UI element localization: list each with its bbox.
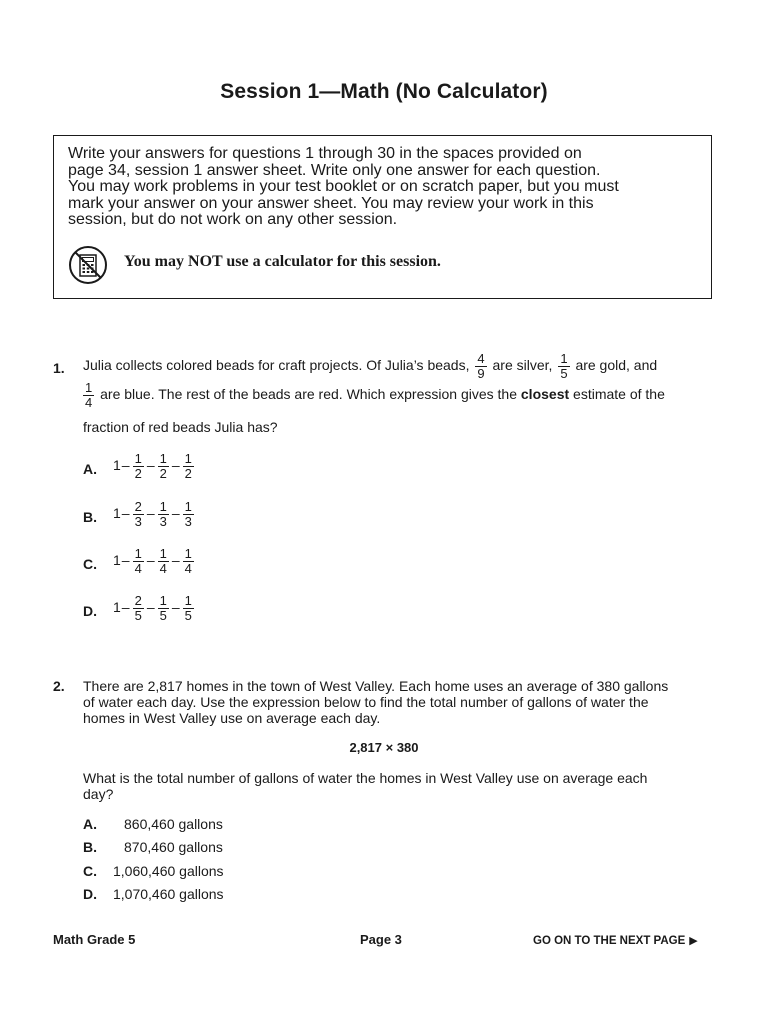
denominator: 3 <box>159 514 167 529</box>
q2-prompt-line: day? <box>83 786 114 802</box>
fraction <box>183 547 194 576</box>
fraction-silver <box>475 352 486 381</box>
q2-text-line: of water each day. Use the expression below to find the total number of gallons of water the <box>83 694 649 710</box>
option-c-value: 1,060,460 gallons <box>113 863 224 879</box>
numerator: 4 <box>477 351 485 366</box>
denominator: 4 <box>184 561 192 576</box>
q1-text: are silver, <box>492 357 553 374</box>
numerator: 1 <box>184 499 192 514</box>
fraction <box>158 547 169 576</box>
numerator: 1 <box>134 546 142 561</box>
numerator: 2 <box>134 499 142 514</box>
fraction <box>133 452 144 481</box>
q1-text: Julia collects colored beads for craft projects. Of Julia’s beads, <box>83 357 470 374</box>
option-b-value: 870,460 gallons <box>124 839 223 855</box>
minus-sign: – <box>171 552 180 569</box>
fraction-blue <box>83 381 94 410</box>
question-2-prompt <box>83 770 723 802</box>
option-a-expression <box>113 452 196 481</box>
no-calculator-note: You may NOT use a calculator for this session. <box>124 253 441 270</box>
minus-sign: – <box>171 457 180 474</box>
minus-sign: – <box>121 457 130 474</box>
q2-text-line: homes in West Valley use on average each day. <box>83 710 381 726</box>
fraction <box>158 500 169 529</box>
minus-sign: – <box>146 457 155 474</box>
numerator: 1 <box>560 351 568 366</box>
no-calculator-icon <box>68 245 108 285</box>
option-letter: D. <box>83 603 97 619</box>
instructions-line: You may work problems in your test booklet or on scratch paper, but you must <box>68 178 619 196</box>
fraction <box>158 452 169 481</box>
instructions-box <box>53 135 712 299</box>
whole-number: 1 <box>113 599 121 616</box>
numerator: 1 <box>184 451 192 466</box>
footer-left: Math Grade 5 <box>53 932 136 947</box>
numerator: 1 <box>159 451 167 466</box>
footer-next-page <box>533 934 698 947</box>
q1-text: are gold, and <box>575 357 658 374</box>
q1-bold-word: closest <box>520 386 570 403</box>
numerator: 1 <box>184 546 192 561</box>
instructions-line: session, but do not work on any other session. <box>68 211 398 229</box>
question-1-line-3: fraction of red beads Julia has? <box>83 419 278 435</box>
q1-text: estimate of the <box>573 386 665 403</box>
instructions-text <box>68 146 698 229</box>
option-b-expression <box>113 500 196 529</box>
fraction <box>183 594 194 623</box>
next-page-label: GO ON TO THE NEXT PAGE <box>533 935 686 947</box>
fraction <box>133 594 144 623</box>
page-title: Session 1—Math (No Calculator) <box>220 80 548 103</box>
fraction <box>158 594 169 623</box>
denominator: 5 <box>159 608 167 623</box>
minus-sign: – <box>146 505 155 522</box>
whole-number: 1 <box>113 552 121 569</box>
denominator: 5 <box>184 608 192 623</box>
option-letter: A. <box>83 816 97 832</box>
option-letter: C. <box>83 556 97 572</box>
option-letter: A. <box>83 461 97 477</box>
option-a-value: 860,460 gallons <box>124 816 223 832</box>
minus-sign: – <box>121 505 130 522</box>
q2-expression: 2,817 × 380 <box>349 740 419 755</box>
numerator: 2 <box>134 593 142 608</box>
option-d-expression <box>113 594 196 623</box>
fraction <box>133 500 144 529</box>
minus-sign: – <box>121 599 130 616</box>
minus-sign: – <box>121 552 130 569</box>
denominator: 5 <box>134 608 142 623</box>
option-c-expression <box>113 547 196 576</box>
q1-text: are blue. The rest of the beads are red. Which expression gives the <box>100 386 517 403</box>
denominator: 3 <box>134 514 142 529</box>
fraction <box>133 547 144 576</box>
option-letter: C. <box>83 863 97 879</box>
footer-page-number: Page 3 <box>360 932 402 947</box>
minus-sign: – <box>171 599 180 616</box>
denominator: 2 <box>134 466 142 481</box>
denominator: 4 <box>85 395 93 410</box>
whole-number: 1 <box>113 457 121 474</box>
denominator: 4 <box>159 561 167 576</box>
fraction-gold <box>558 352 569 381</box>
numerator: 1 <box>159 499 167 514</box>
denominator: 4 <box>134 561 142 576</box>
question-number: 2. <box>53 678 65 694</box>
minus-sign: – <box>146 552 155 569</box>
minus-sign: – <box>171 505 180 522</box>
right-triangle-icon: ▶ <box>689 935 698 947</box>
fraction <box>183 452 194 481</box>
instructions-line: page 34, session 1 answer sheet. Write only one answer for each question. <box>68 161 601 179</box>
denominator: 9 <box>477 366 485 381</box>
numerator: 1 <box>184 593 192 608</box>
option-letter: B. <box>83 839 97 855</box>
instructions-line: Write your answers for questions 1 through 30 in the spaces provided on <box>68 145 582 162</box>
instructions-line: mark your answer on your answer sheet. You may review your work in this <box>68 194 594 212</box>
minus-sign: – <box>146 599 155 616</box>
option-letter: B. <box>83 509 97 525</box>
question-2-text <box>83 678 723 726</box>
numerator: 1 <box>85 380 93 395</box>
denominator: 2 <box>159 466 167 481</box>
fraction <box>183 500 194 529</box>
question-1-line-1 <box>83 352 657 381</box>
whole-number: 1 <box>113 505 121 522</box>
question-1-line-2 <box>81 381 665 410</box>
question-number: 1. <box>53 360 65 376</box>
q2-prompt-line: What is the total number of gallons of water the homes in West Valley use on average each <box>83 770 648 786</box>
denominator: 3 <box>184 514 192 529</box>
option-d-value: 1,070,460 gallons <box>113 886 224 902</box>
q2-text-line: There are 2,817 homes in the town of West Valley. Each home uses an average of 380 gallons <box>83 678 669 694</box>
option-letter: D. <box>83 886 97 902</box>
denominator: 5 <box>560 366 568 381</box>
numerator: 1 <box>134 451 142 466</box>
denominator: 2 <box>184 466 192 481</box>
numerator: 1 <box>159 546 167 561</box>
numerator: 1 <box>159 593 167 608</box>
